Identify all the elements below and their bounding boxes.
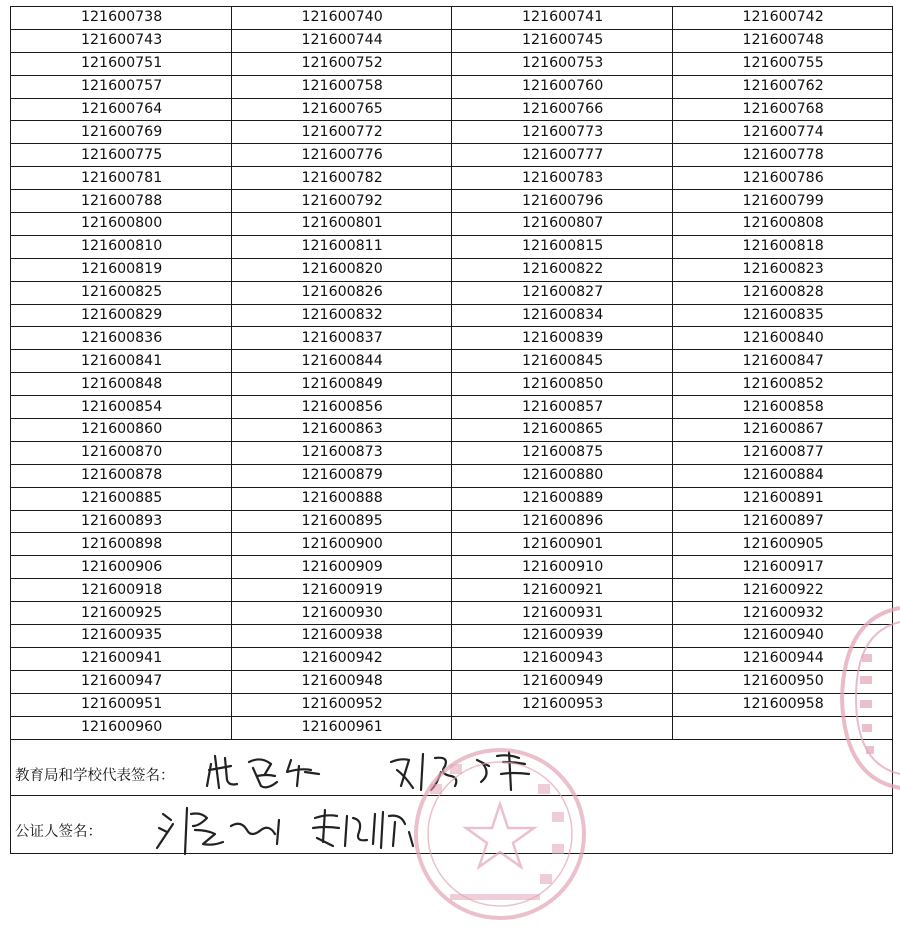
table-cell: 121600867 bbox=[672, 419, 893, 442]
notary-signature-2 bbox=[309, 802, 429, 852]
table-cell: 121600740 bbox=[231, 7, 452, 30]
table-cell: 121600897 bbox=[672, 510, 893, 533]
table-cell: 121600757 bbox=[11, 75, 232, 98]
table-cell: 121600766 bbox=[452, 98, 673, 121]
table-cell: 121600877 bbox=[672, 441, 893, 464]
table-cell: 121600811 bbox=[231, 235, 452, 258]
table-cell: 121600796 bbox=[452, 190, 673, 213]
table-cell: 121600786 bbox=[672, 167, 893, 190]
representatives-signature-row bbox=[10, 740, 893, 796]
table-cell: 121600850 bbox=[452, 373, 673, 396]
table-cell: 121600819 bbox=[11, 258, 232, 281]
notary-signature-1 bbox=[151, 800, 301, 856]
table-cell: 121600745 bbox=[452, 29, 673, 52]
table-cell: 121600782 bbox=[231, 167, 452, 190]
table-cell: 121600860 bbox=[11, 419, 232, 442]
table-cell: 121600950 bbox=[672, 670, 893, 693]
table-cell: 121600768 bbox=[672, 98, 893, 121]
notary-signature-label: 公证人签名： bbox=[15, 823, 102, 840]
table-row bbox=[11, 647, 893, 670]
table-cell: 121600777 bbox=[452, 144, 673, 167]
table-cell: 121600829 bbox=[11, 304, 232, 327]
table-row bbox=[11, 98, 893, 121]
table-row bbox=[11, 487, 893, 510]
table-cell: 121600940 bbox=[672, 625, 893, 648]
table-cell: 121600818 bbox=[672, 235, 893, 258]
table-cell: 121600944 bbox=[672, 647, 893, 670]
table-cell: 121600741 bbox=[452, 7, 673, 30]
table-cell: 121600760 bbox=[452, 75, 673, 98]
table-row bbox=[11, 373, 893, 396]
table-cell: 121600953 bbox=[452, 693, 673, 716]
table-cell: 121600856 bbox=[231, 396, 452, 419]
table-row bbox=[11, 350, 893, 373]
table-cell: 121600858 bbox=[672, 396, 893, 419]
table-cell: 121600788 bbox=[11, 190, 232, 213]
table-cell: 121600919 bbox=[231, 579, 452, 602]
table-row bbox=[11, 213, 893, 236]
representative-signature-1 bbox=[201, 746, 351, 796]
table-cell: 121600825 bbox=[11, 281, 232, 304]
table-cell: 121600834 bbox=[452, 304, 673, 327]
table-row bbox=[11, 52, 893, 75]
table-row bbox=[11, 29, 893, 52]
table-cell: 121600948 bbox=[231, 670, 452, 693]
table-cell: 121600801 bbox=[231, 213, 452, 236]
table-row bbox=[11, 258, 893, 281]
table-cell: 121600879 bbox=[231, 464, 452, 487]
table-cell: 121600849 bbox=[231, 373, 452, 396]
table-row bbox=[11, 167, 893, 190]
table-row bbox=[11, 464, 893, 487]
table-cell: 121600769 bbox=[11, 121, 232, 144]
table-cell: 121600742 bbox=[672, 7, 893, 30]
table-cell: 121600931 bbox=[452, 602, 673, 625]
table-row bbox=[11, 693, 893, 716]
table-cell: 121600820 bbox=[231, 258, 452, 281]
table-row bbox=[11, 510, 893, 533]
id-table bbox=[10, 6, 893, 740]
table-cell: 121600905 bbox=[672, 533, 893, 556]
table-row bbox=[11, 579, 893, 602]
table-cell: 121600873 bbox=[231, 441, 452, 464]
table-cell: 121600938 bbox=[231, 625, 452, 648]
table-cell: 121600939 bbox=[452, 625, 673, 648]
table-cell: 121600906 bbox=[11, 556, 232, 579]
table-cell: 121600827 bbox=[452, 281, 673, 304]
table-cell: 121600888 bbox=[231, 487, 452, 510]
table-cell: 121600844 bbox=[231, 350, 452, 373]
table-cell: 121600918 bbox=[11, 579, 232, 602]
table-cell: 121600942 bbox=[231, 647, 452, 670]
table-cell: 121600880 bbox=[452, 464, 673, 487]
table-row bbox=[11, 281, 893, 304]
id-table-body bbox=[11, 7, 893, 740]
table-cell: 121600884 bbox=[672, 464, 893, 487]
table-cell: 121600836 bbox=[11, 327, 232, 350]
table-cell: 121600898 bbox=[11, 533, 232, 556]
table-cell: 121600925 bbox=[11, 602, 232, 625]
table-row bbox=[11, 419, 893, 442]
table-cell: 121600840 bbox=[672, 327, 893, 350]
table-cell: 121600743 bbox=[11, 29, 232, 52]
table-cell: 121600930 bbox=[231, 602, 452, 625]
table-cell: 121600889 bbox=[452, 487, 673, 510]
table-cell: 121600738 bbox=[11, 7, 232, 30]
table-cell: 121600800 bbox=[11, 213, 232, 236]
table-cell: 121600835 bbox=[672, 304, 893, 327]
table-cell: 121600870 bbox=[11, 441, 232, 464]
table-cell: 121600776 bbox=[231, 144, 452, 167]
table-cell: 121600895 bbox=[231, 510, 452, 533]
table-cell: 121600961 bbox=[231, 716, 452, 739]
table-cell: 121600839 bbox=[452, 327, 673, 350]
table-cell: 121600941 bbox=[11, 647, 232, 670]
table-cell: 121600947 bbox=[11, 670, 232, 693]
table-cell: 121600875 bbox=[452, 441, 673, 464]
table-cell: 121600807 bbox=[452, 213, 673, 236]
table-cell: 121600781 bbox=[11, 167, 232, 190]
table-cell: 121600932 bbox=[672, 602, 893, 625]
table-row bbox=[11, 75, 893, 98]
table-cell bbox=[672, 716, 893, 739]
table-row bbox=[11, 716, 893, 739]
table-cell: 121600832 bbox=[231, 304, 452, 327]
table-cell: 121600822 bbox=[452, 258, 673, 281]
table-cell: 121600921 bbox=[452, 579, 673, 602]
notary-signature-row bbox=[10, 796, 893, 854]
table-row bbox=[11, 670, 893, 693]
table-cell: 121600885 bbox=[11, 487, 232, 510]
table-cell: 121600865 bbox=[452, 419, 673, 442]
table-row bbox=[11, 304, 893, 327]
table-cell: 121600774 bbox=[672, 121, 893, 144]
table-cell: 121600828 bbox=[672, 281, 893, 304]
table-cell: 121600900 bbox=[231, 533, 452, 556]
table-cell: 121600863 bbox=[231, 419, 452, 442]
table-cell: 121600891 bbox=[672, 487, 893, 510]
table-cell: 121600752 bbox=[231, 52, 452, 75]
table-cell: 121600773 bbox=[452, 121, 673, 144]
table-cell: 121600949 bbox=[452, 670, 673, 693]
table-cell: 121600958 bbox=[672, 693, 893, 716]
table-cell: 121600799 bbox=[672, 190, 893, 213]
table-cell: 121600901 bbox=[452, 533, 673, 556]
table-cell: 121600775 bbox=[11, 144, 232, 167]
table-cell: 121600852 bbox=[672, 373, 893, 396]
table-cell: 121600778 bbox=[672, 144, 893, 167]
table-row bbox=[11, 121, 893, 144]
table-cell: 121600854 bbox=[11, 396, 232, 419]
table-cell: 121600848 bbox=[11, 373, 232, 396]
table-cell: 121600744 bbox=[231, 29, 452, 52]
table-cell: 121600808 bbox=[672, 213, 893, 236]
table-cell: 121600951 bbox=[11, 693, 232, 716]
table-row bbox=[11, 190, 893, 213]
table-cell: 121600917 bbox=[672, 556, 893, 579]
table-row bbox=[11, 441, 893, 464]
table-cell: 121600922 bbox=[672, 579, 893, 602]
table-row bbox=[11, 396, 893, 419]
table-cell: 121600815 bbox=[452, 235, 673, 258]
table-row bbox=[11, 144, 893, 167]
table-row bbox=[11, 625, 893, 648]
table-cell: 121600909 bbox=[231, 556, 452, 579]
table-cell: 121600755 bbox=[672, 52, 893, 75]
table-cell: 121600960 bbox=[11, 716, 232, 739]
table-cell: 121600792 bbox=[231, 190, 452, 213]
table-row bbox=[11, 602, 893, 625]
representative-signature-2 bbox=[379, 744, 549, 794]
table-cell: 121600841 bbox=[11, 350, 232, 373]
representatives-signature-label: 教育局和学校代表签名： bbox=[15, 767, 175, 784]
table-cell: 121600847 bbox=[672, 350, 893, 373]
table-cell: 121600837 bbox=[231, 327, 452, 350]
table-cell: 121600826 bbox=[231, 281, 452, 304]
table-row bbox=[11, 235, 893, 258]
table-cell: 121600783 bbox=[452, 167, 673, 190]
table-cell: 121600772 bbox=[231, 121, 452, 144]
table-cell: 121600845 bbox=[452, 350, 673, 373]
table-row bbox=[11, 533, 893, 556]
table-cell: 121600751 bbox=[11, 52, 232, 75]
table-cell: 121600893 bbox=[11, 510, 232, 533]
table-cell: 121600748 bbox=[672, 29, 893, 52]
table-cell: 121600753 bbox=[452, 52, 673, 75]
table-cell: 121600952 bbox=[231, 693, 452, 716]
document-sheet bbox=[10, 6, 893, 854]
table-row bbox=[11, 556, 893, 579]
table-cell: 121600765 bbox=[231, 98, 452, 121]
table-cell: 121600810 bbox=[11, 235, 232, 258]
table-cell: 121600896 bbox=[452, 510, 673, 533]
table-cell: 121600758 bbox=[231, 75, 452, 98]
table-row bbox=[11, 7, 893, 30]
table-row bbox=[11, 327, 893, 350]
table-cell: 121600823 bbox=[672, 258, 893, 281]
table-cell: 121600762 bbox=[672, 75, 893, 98]
table-cell: 121600935 bbox=[11, 625, 232, 648]
table-cell bbox=[452, 716, 673, 739]
table-cell: 121600878 bbox=[11, 464, 232, 487]
table-cell: 121600943 bbox=[452, 647, 673, 670]
table-cell: 121600857 bbox=[452, 396, 673, 419]
table-cell: 121600910 bbox=[452, 556, 673, 579]
table-cell: 121600764 bbox=[11, 98, 232, 121]
